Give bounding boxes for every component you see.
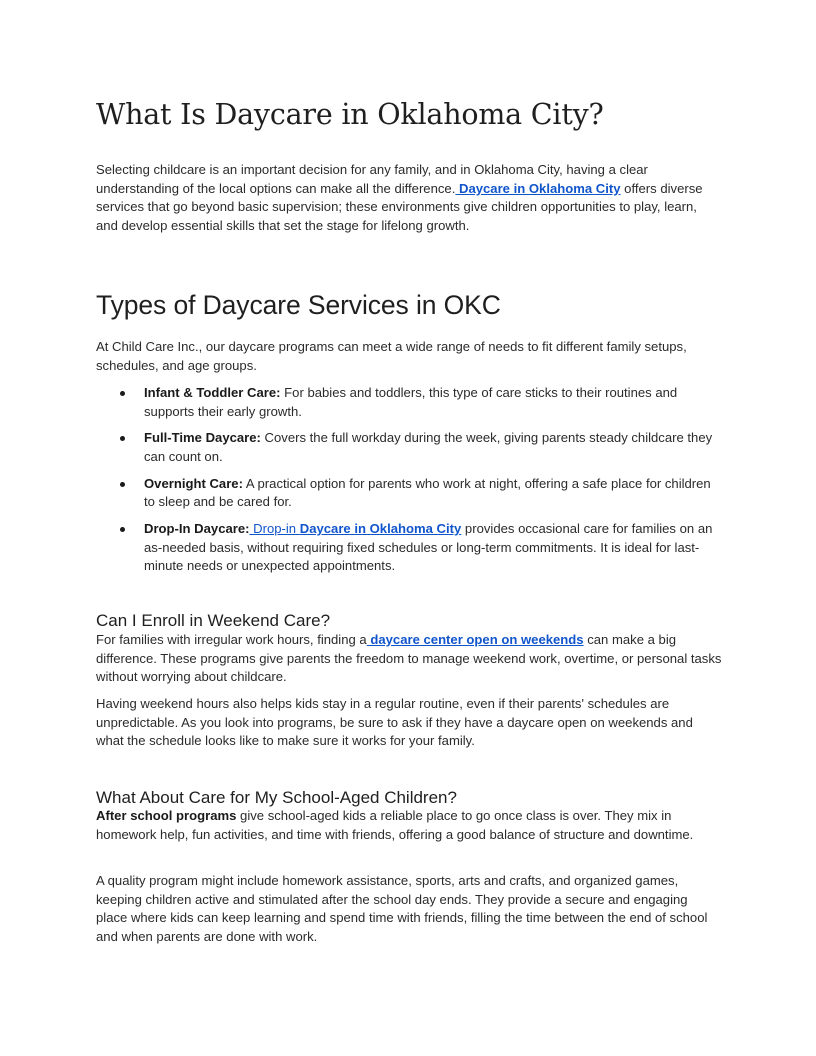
list-item-text: provides occasional care for families on an as-needed basis, without requiring fixed schedules or long-term commitments. It is ideal for last-minute needs or unexpected appointments. (144, 521, 713, 574)
list-item-label: Overnight Care: (144, 475, 243, 491)
daycare-types-list (96, 384, 722, 584)
list-item-label: Drop-In Daycare: (144, 521, 250, 537)
weekend-paragraph-2: Having weekend hours also helps kids stay in a regular routine, even if their parents' schedules are unpredictable. As you look into programs, be sure to ask if they have a daycare open on weekends and what the schedule looks like to make sure it works for your family. (96, 696, 693, 749)
list-item-text: For babies and toddlers, this type of care sticks to their routines and supports their early growth. (144, 385, 678, 419)
list-item-text: Covers the full workday during the week, giving parents steady childcare they can count on. (144, 430, 713, 464)
weekend-paragraph-1 (96, 631, 722, 687)
list-item (96, 429, 722, 466)
page-title: What Is Daycare in Oklahoma City? (96, 98, 604, 131)
weekend-daycare-link[interactable]: daycare center open on weekends (366, 632, 584, 647)
types-intro-paragraph: At Child Care Inc., our daycare programs can meet a wide range of needs to fit different family setups, schedules, and age groups. (96, 339, 687, 373)
bullet-icon (120, 391, 125, 396)
bullet-icon (120, 482, 125, 487)
weekend-text-after: can make a big difference. These programs give parents the freedom to manage weekend work, overtime, or personal tasks without worrying about childcare. (96, 632, 722, 685)
bullet-icon (120, 527, 125, 532)
dropin-link-bold: Daycare in Oklahoma City (299, 521, 462, 537)
list-item (96, 384, 722, 421)
intro-paragraph (96, 161, 722, 235)
dropin-link-plain: Drop-in (249, 521, 300, 537)
weekend-text-before: For families with irregular work hours, finding a (96, 632, 367, 647)
dropin-daycare-link[interactable] (250, 521, 462, 536)
list-item (96, 520, 722, 576)
daycare-okc-link[interactable]: Daycare in Oklahoma City (455, 180, 621, 196)
bullet-icon (120, 436, 125, 441)
intro-text-after: offers diverse services that go beyond basic supervision; these environments give children opportunities to play, learn, and develop essential skills that set the stage for lifelong growth. (96, 180, 703, 233)
after-school-bold: After school programs (96, 808, 237, 823)
list-item-text: A practical option for parents who work at night, offering a safe place for children to sleep and be cared for. (144, 475, 711, 510)
school-paragraph-1 (96, 807, 722, 844)
list-item-label: Infant & Toddler Care: (144, 385, 281, 400)
school-text: give school-aged kids a reliable place to go once class is over. They mix in homework help, fun activities, and time with friends, offering a good balance of structure and downtime. (96, 808, 694, 842)
weekend-heading: Can I Enroll in Weekend Care? (96, 611, 331, 630)
list-item-label: Full-Time Daycare: (144, 430, 261, 446)
intro-text-before: Selecting childcare is an important decision for any family, and in Oklahoma City, having a clear understanding of the local options can make all the difference. (96, 162, 648, 196)
school-heading: What About Care for My School-Aged Children? (96, 788, 457, 807)
types-heading: Types of Daycare Services in OKC (96, 290, 501, 320)
school-paragraph-2: A quality program might include homework assistance, sports, arts and crafts, and organized games, keeping children active and stimulated after the school day ends. They provide a secure and engaging place where kids can keep learning and spend time with friends, filling the time between the end of school and when parents are done with work. (96, 873, 708, 944)
list-item (96, 475, 722, 512)
